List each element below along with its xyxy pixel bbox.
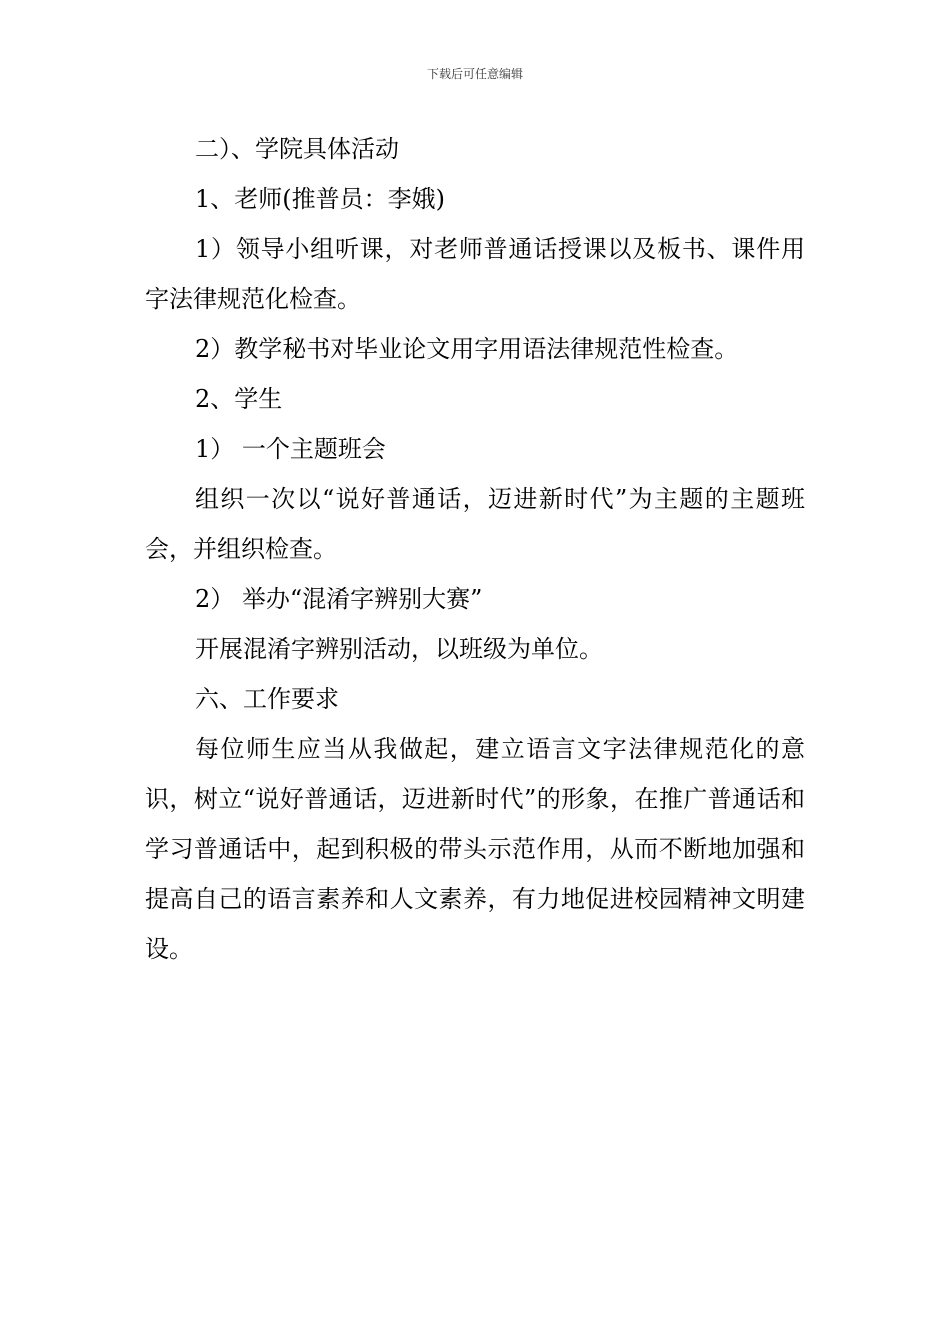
section-heading-requirements: 六、工作要求 xyxy=(195,685,339,713)
paragraph-lesson-inspection: 1）领导小组听课，对老师普通话授课以及板书、课件用字法律规范化检查。 xyxy=(145,235,805,313)
paragraph-contest: 开展混淆字辨别活动，以班级为单位。 xyxy=(195,635,603,663)
section-heading-college-activities: 二）、学院具体活动 xyxy=(195,135,399,163)
item-heading-class-meeting: 1） 一个主题班会 xyxy=(195,435,386,463)
subsection-heading-teachers: 1、老师(推普员：李娥) xyxy=(195,185,445,213)
subsection-heading-students: 2、学生 xyxy=(195,385,283,413)
paragraph-class-meeting: 组织一次以“说好普通话，迈进新时代”为主题的主题班会，并组织检查。 xyxy=(145,485,805,563)
item-heading-contest: 2） 举办“混淆字辨别大赛” xyxy=(195,585,483,613)
document-body xyxy=(145,124,805,974)
page-header: 下载后可任意编辑 xyxy=(426,67,523,81)
paragraph-requirements: 每位师生应当从我做起，建立语言文字法律规范化的意识，树立“说好普通话，迈进新时代”的形象，在推广普通话和学习普通话中，起到积极的带头示范作用，从而不断地加强和提高自己的语言素养和人文素养，有力地促进校园精神文明建设。 xyxy=(145,735,805,963)
paragraph-thesis-inspection: 2）教学秘书对毕业论文用字用语法律规范性检查。 xyxy=(195,335,739,363)
